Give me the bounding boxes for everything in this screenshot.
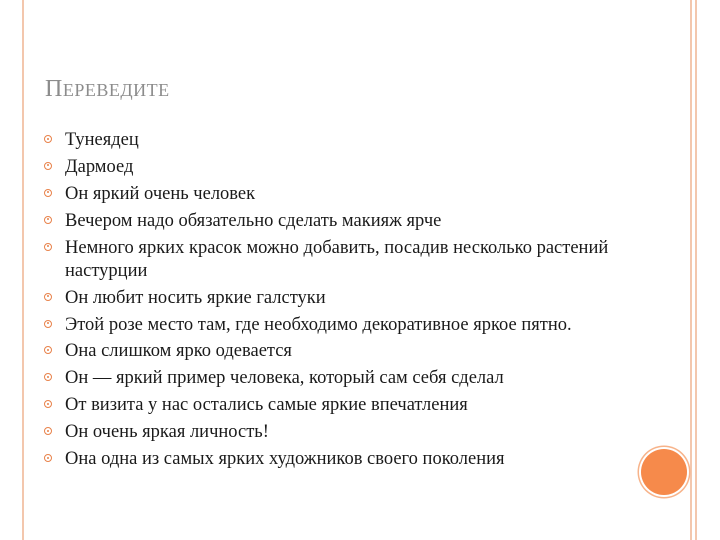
list-item — [44, 340, 634, 363]
list-item-text: Тунеядец — [65, 130, 139, 150]
bullet-icon — [44, 320, 52, 328]
orange-circle-icon — [641, 449, 687, 495]
list-item — [44, 367, 634, 390]
list-item — [44, 421, 634, 444]
bullet-icon — [44, 243, 52, 251]
bullet-icon — [44, 400, 52, 408]
slide-title-initial: П — [45, 76, 63, 102]
right-divider — [695, 0, 697, 540]
bullet-icon — [44, 427, 52, 435]
list-item-text: Немного ярких красок можно добавить, посадив несколько растений настурции — [65, 237, 609, 281]
list-item-text: Она слишком ярко одевается — [65, 341, 292, 362]
list-item — [44, 183, 634, 206]
list-item-text: Вечером надо обязательно сделать макияж ярче — [65, 210, 442, 231]
list-item — [44, 237, 634, 283]
bullet-icon — [44, 135, 52, 143]
list-item — [44, 448, 634, 471]
list-item-text: Он очень яркая личность! — [65, 422, 269, 443]
list-item-text: Он любит носить яркие галстуки — [65, 287, 326, 308]
list-item-text: Он — яркий пример человека, который сам себя сделал — [65, 368, 504, 389]
list-item — [44, 394, 634, 417]
bullet-list — [44, 129, 634, 475]
list-item-text: Он яркий очень человек — [65, 183, 256, 204]
list-item-text: Этой розе место там, где необходимо декоративное яркое пятно. — [65, 314, 572, 335]
slide-title — [45, 76, 170, 103]
list-item — [44, 314, 634, 337]
list-item — [44, 129, 634, 152]
bullet-icon — [44, 216, 52, 224]
bullet-icon — [44, 373, 52, 381]
list-item-text: От визита у нас остались самые яркие впечатления — [65, 395, 468, 416]
list-item — [44, 156, 634, 179]
list-item-text: Она одна из самых ярких художников своего поколения — [65, 449, 505, 469]
slide-title-rest: ЕРЕВЕДИТЕ — [62, 80, 170, 100]
bullet-icon — [44, 162, 52, 170]
bullet-icon — [44, 189, 52, 197]
list-item-text: Дармоед — [65, 156, 134, 177]
list-item — [44, 210, 634, 233]
bullet-icon — [44, 293, 52, 301]
list-item — [44, 287, 634, 310]
bullet-icon — [44, 346, 52, 354]
bullet-icon — [44, 454, 52, 462]
